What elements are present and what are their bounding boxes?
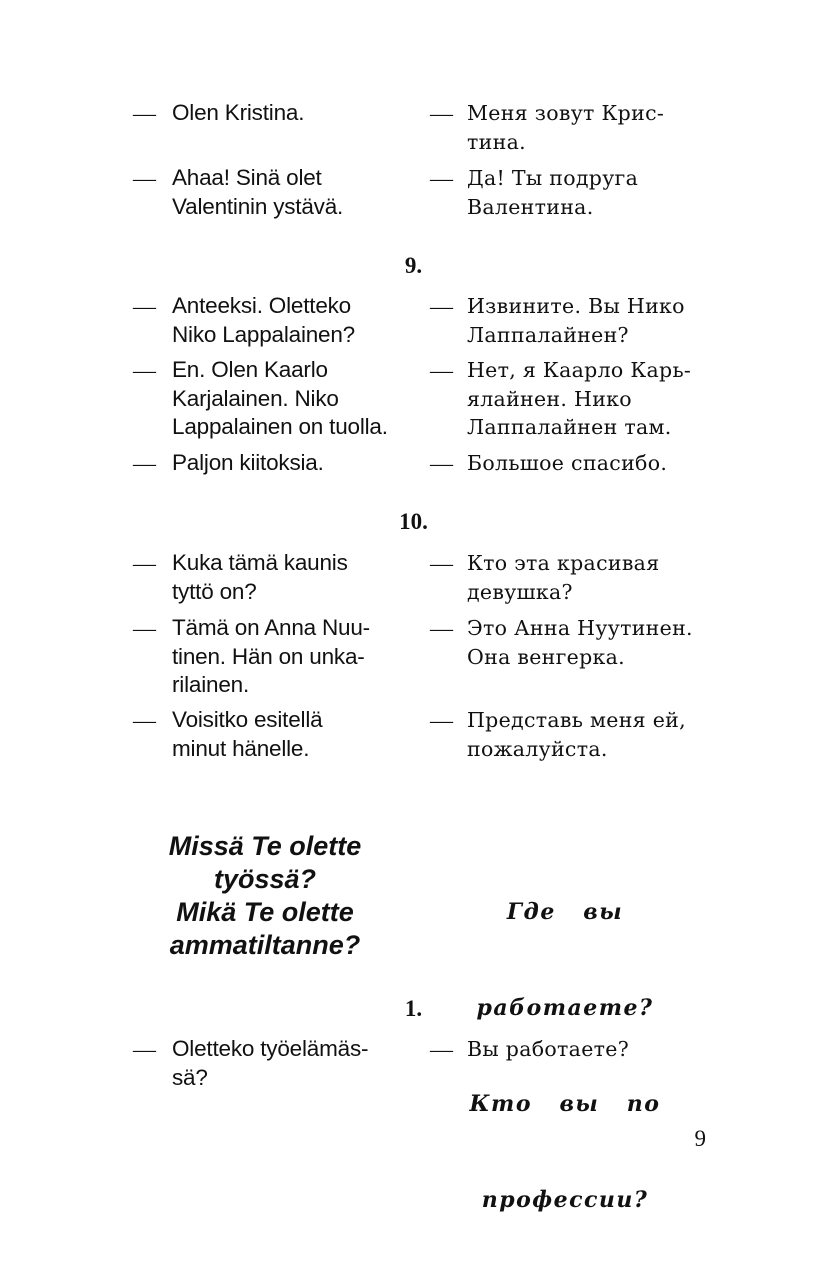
finnish-text: Karjalainen. Niko xyxy=(172,385,339,411)
heading-text: työssä? xyxy=(213,864,317,894)
finnish-text: sä? xyxy=(172,1064,208,1090)
dash-fi: — xyxy=(133,166,156,191)
finnish-text: Ahaa! Sinä olet xyxy=(172,165,322,190)
dash-ru: — xyxy=(430,451,453,476)
russian-text: Нет, я Каарло Карь- xyxy=(467,358,692,382)
finnish-line xyxy=(172,614,370,700)
finnish-line xyxy=(172,706,322,763)
heading-text: Где вы xyxy=(506,899,624,925)
finnish-text: tinen. Hän on unka- xyxy=(172,643,365,669)
russian-text: Это Анна Нуутинен. xyxy=(467,616,693,640)
heading-text: Mikä Te olette xyxy=(176,897,354,927)
dash-fi: — xyxy=(133,101,156,126)
russian-line xyxy=(467,449,667,478)
finnish-text: tyttö on? xyxy=(172,578,257,604)
exercise-number: 10. xyxy=(399,509,428,534)
heading-text: Кто вы по xyxy=(469,1091,661,1117)
heading-text: ammatiltanne? xyxy=(169,930,361,960)
finnish-text: Olen Kristina. xyxy=(172,100,305,125)
finnish-text: minut hänelle. xyxy=(172,735,310,761)
russian-text: тина. xyxy=(467,129,526,154)
exercise-number: 9. xyxy=(404,253,423,278)
heading-text: профессии? xyxy=(481,1187,649,1213)
russian-text: ялайнен. Нико xyxy=(467,386,632,411)
dash-fi: — xyxy=(133,451,156,476)
finnish-line xyxy=(172,292,355,349)
finnish-line xyxy=(172,449,324,478)
russian-text: Лаппалайнен там. xyxy=(467,415,672,439)
russian-line xyxy=(467,1035,629,1064)
finnish-text: rilainen. xyxy=(172,672,249,697)
dash-ru: — xyxy=(430,616,453,641)
russian-text: Меня зовут Крис- xyxy=(467,101,665,125)
russian-line xyxy=(467,99,664,156)
dash-ru: — xyxy=(430,294,453,319)
russian-text: девушка? xyxy=(467,579,573,604)
finnish-text: En. Olen Kaarlo xyxy=(172,357,328,382)
finnish-text: Lappalainen on tuolla. xyxy=(172,414,388,439)
finnish-line xyxy=(172,549,348,606)
russian-text: Валентина. xyxy=(467,194,594,219)
finnish-text: Niko Lappalainen? xyxy=(172,321,355,347)
russian-line xyxy=(467,614,693,671)
russian-text: пожалуйста. xyxy=(467,736,608,761)
page-number: 9 xyxy=(694,1126,706,1151)
finnish-line xyxy=(172,99,304,128)
dash-fi: — xyxy=(133,616,156,641)
russian-text: Да! Ты подруга xyxy=(467,166,639,190)
russian-line xyxy=(467,356,691,442)
russian-text: Вы работаете? xyxy=(467,1037,629,1061)
russian-text: Представь меня ей, xyxy=(467,708,686,732)
russian-text: Она венгерка. xyxy=(467,644,625,669)
russian-line xyxy=(467,549,659,606)
finnish-text: Oletteko työelämäs- xyxy=(172,1036,369,1061)
dash-ru: — xyxy=(430,551,453,576)
russian-line xyxy=(467,292,685,349)
finnish-text: Voisitko esitellä xyxy=(172,707,323,732)
dash-fi: — xyxy=(133,1037,156,1062)
russian-text: Большое спасибо. xyxy=(467,451,668,475)
russian-text: Лаппалайнен? xyxy=(467,322,629,347)
finnish-text: Anteeksi. Oletteko xyxy=(172,293,351,318)
dash-fi: — xyxy=(133,551,156,576)
dash-fi: — xyxy=(133,358,156,383)
dash-ru: — xyxy=(430,101,453,126)
russian-line xyxy=(467,164,638,221)
finnish-text: Kuka tämä kaunis xyxy=(172,550,348,575)
finnish-line xyxy=(172,356,388,442)
russian-line xyxy=(467,706,686,763)
finnish-text: Tämä on Anna Nuu- xyxy=(172,615,370,640)
dash-ru: — xyxy=(430,1037,453,1062)
section-heading-finnish xyxy=(130,830,400,962)
finnish-line xyxy=(172,164,343,221)
dash-ru: — xyxy=(430,708,453,733)
finnish-text: Valentinin ystävä. xyxy=(172,193,344,219)
finnish-text: Paljon kiitoksia. xyxy=(172,450,324,475)
heading-text: Missä Te olette xyxy=(168,831,362,861)
russian-text: Кто эта красивая xyxy=(467,551,660,575)
dash-fi: — xyxy=(133,708,156,733)
dash-fi: — xyxy=(133,294,156,319)
russian-text: Извините. Вы Нико xyxy=(467,294,685,318)
dash-ru: — xyxy=(430,358,453,383)
finnish-line xyxy=(172,1035,368,1092)
exercise-number: 1. xyxy=(404,996,423,1021)
dash-ru: — xyxy=(430,166,453,191)
heading-text: работаете? xyxy=(476,995,654,1021)
